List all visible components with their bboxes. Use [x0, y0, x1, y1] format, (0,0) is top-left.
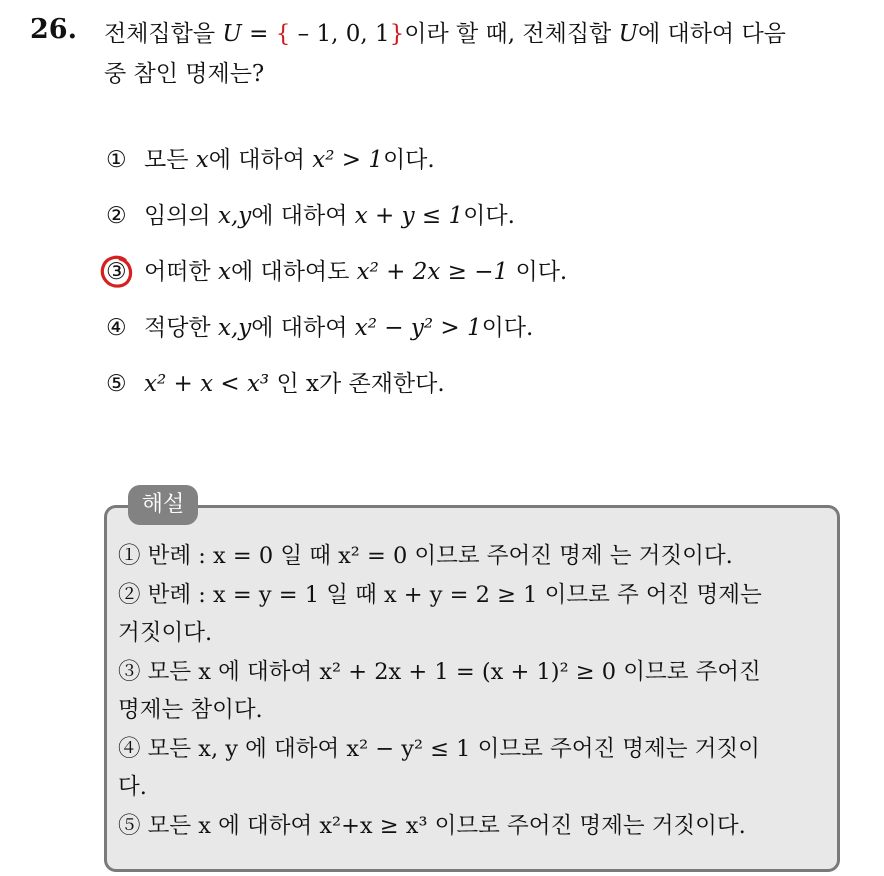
choice-2[interactable]	[106, 196, 567, 252]
choice-suffix: 이다.	[382, 147, 435, 173]
set-elements: – 1, 0, 1	[290, 21, 390, 47]
stem-middle: 이라 할 때, 전체집합	[404, 21, 619, 47]
explanation-line: ④ 모든 x, y 에 대하여 x² − y² ≤ 1 이므로 주어진 명제는 거짓이	[118, 735, 760, 762]
choice-suffix: 이다.	[508, 259, 568, 285]
stem-equals: =	[241, 21, 276, 47]
explanation-line: ② 반례 : x = y = 1 일 때 x + y = 2 ≥ 1 이므로 주 어진 명제는	[118, 581, 762, 608]
choice-prefix: 모든	[144, 147, 196, 173]
choice-3[interactable]	[106, 252, 567, 308]
choice-variable: x,y	[217, 315, 252, 341]
explanation-line: 거짓이다.	[118, 620, 213, 646]
stem-suffix: 에 대하여 다음	[637, 21, 786, 47]
choice-1[interactable]	[106, 140, 567, 196]
choice-middle: 에 대하여	[251, 203, 355, 229]
explanation-line: 다.	[118, 774, 147, 800]
choice-middle: 에 대하여도	[230, 259, 357, 285]
choice-suffix: 인 x가 존재한다.	[269, 371, 445, 397]
choice-middle: 에 대하여	[208, 147, 313, 173]
choice-suffix: 이다.	[481, 315, 534, 341]
answer-circle-stroke	[102, 257, 130, 286]
choice-number: ④	[106, 315, 127, 341]
explanation-tab: 해설	[128, 485, 198, 525]
choice-prefix: 임의의	[144, 203, 218, 229]
stem-line-2: 중 참인 명제는?	[104, 61, 265, 87]
choice-variable: x	[195, 147, 209, 173]
open-brace: {	[275, 21, 291, 47]
choice-number: ①	[106, 147, 127, 173]
choice-number	[106, 252, 144, 292]
choice-expression: x² + 2x ≥ −1	[356, 259, 509, 285]
explanation-line: 명제는 참이다.	[118, 697, 263, 723]
set-variable: U	[222, 21, 242, 47]
choice-variable: x	[217, 259, 231, 285]
choice-variable: x,y	[217, 203, 252, 229]
answer-circle-icon	[100, 255, 134, 289]
choice-number: ⑤	[106, 371, 127, 397]
choice-prefix: 적당한	[144, 315, 218, 341]
universe-variable: U	[618, 21, 638, 47]
question-stem	[104, 14, 874, 94]
choice-4[interactable]	[106, 308, 567, 364]
choice-number-text: ③	[106, 259, 127, 285]
explanation-line: ③ 모든 x 에 대하여 x² + 2x + 1 = (x + 1)² ≥ 0 이므로 주어진	[118, 658, 761, 685]
choice-expression: x² > 1	[312, 147, 383, 173]
choice-expression: x + y ≤ 1	[354, 203, 464, 229]
choice-expression: x² − y² > 1	[354, 315, 482, 341]
explanation-line: ① 반례 : x = 0 일 때 x² = 0 이므로 주어진 명제 는 거짓이다.	[118, 543, 733, 569]
stem-prefix: 전체집합을	[104, 21, 216, 47]
explanation-lines	[118, 537, 828, 845]
choice-expression: x² + x < x³	[144, 371, 270, 397]
close-brace: }	[389, 21, 405, 47]
question-number: 26.	[30, 14, 77, 45]
choice-middle: 에 대하여	[251, 315, 355, 341]
choice-number: ②	[106, 203, 127, 229]
choice-prefix: 어떠한	[144, 259, 218, 285]
choice-list	[106, 140, 567, 420]
explanation-line: ⑤ 모든 x 에 대하여 x²+x ≥ x³ 이므로 주어진 명제는 거짓이다.	[118, 812, 746, 839]
choice-5[interactable]	[106, 364, 567, 420]
choice-suffix: 이다.	[463, 203, 515, 229]
